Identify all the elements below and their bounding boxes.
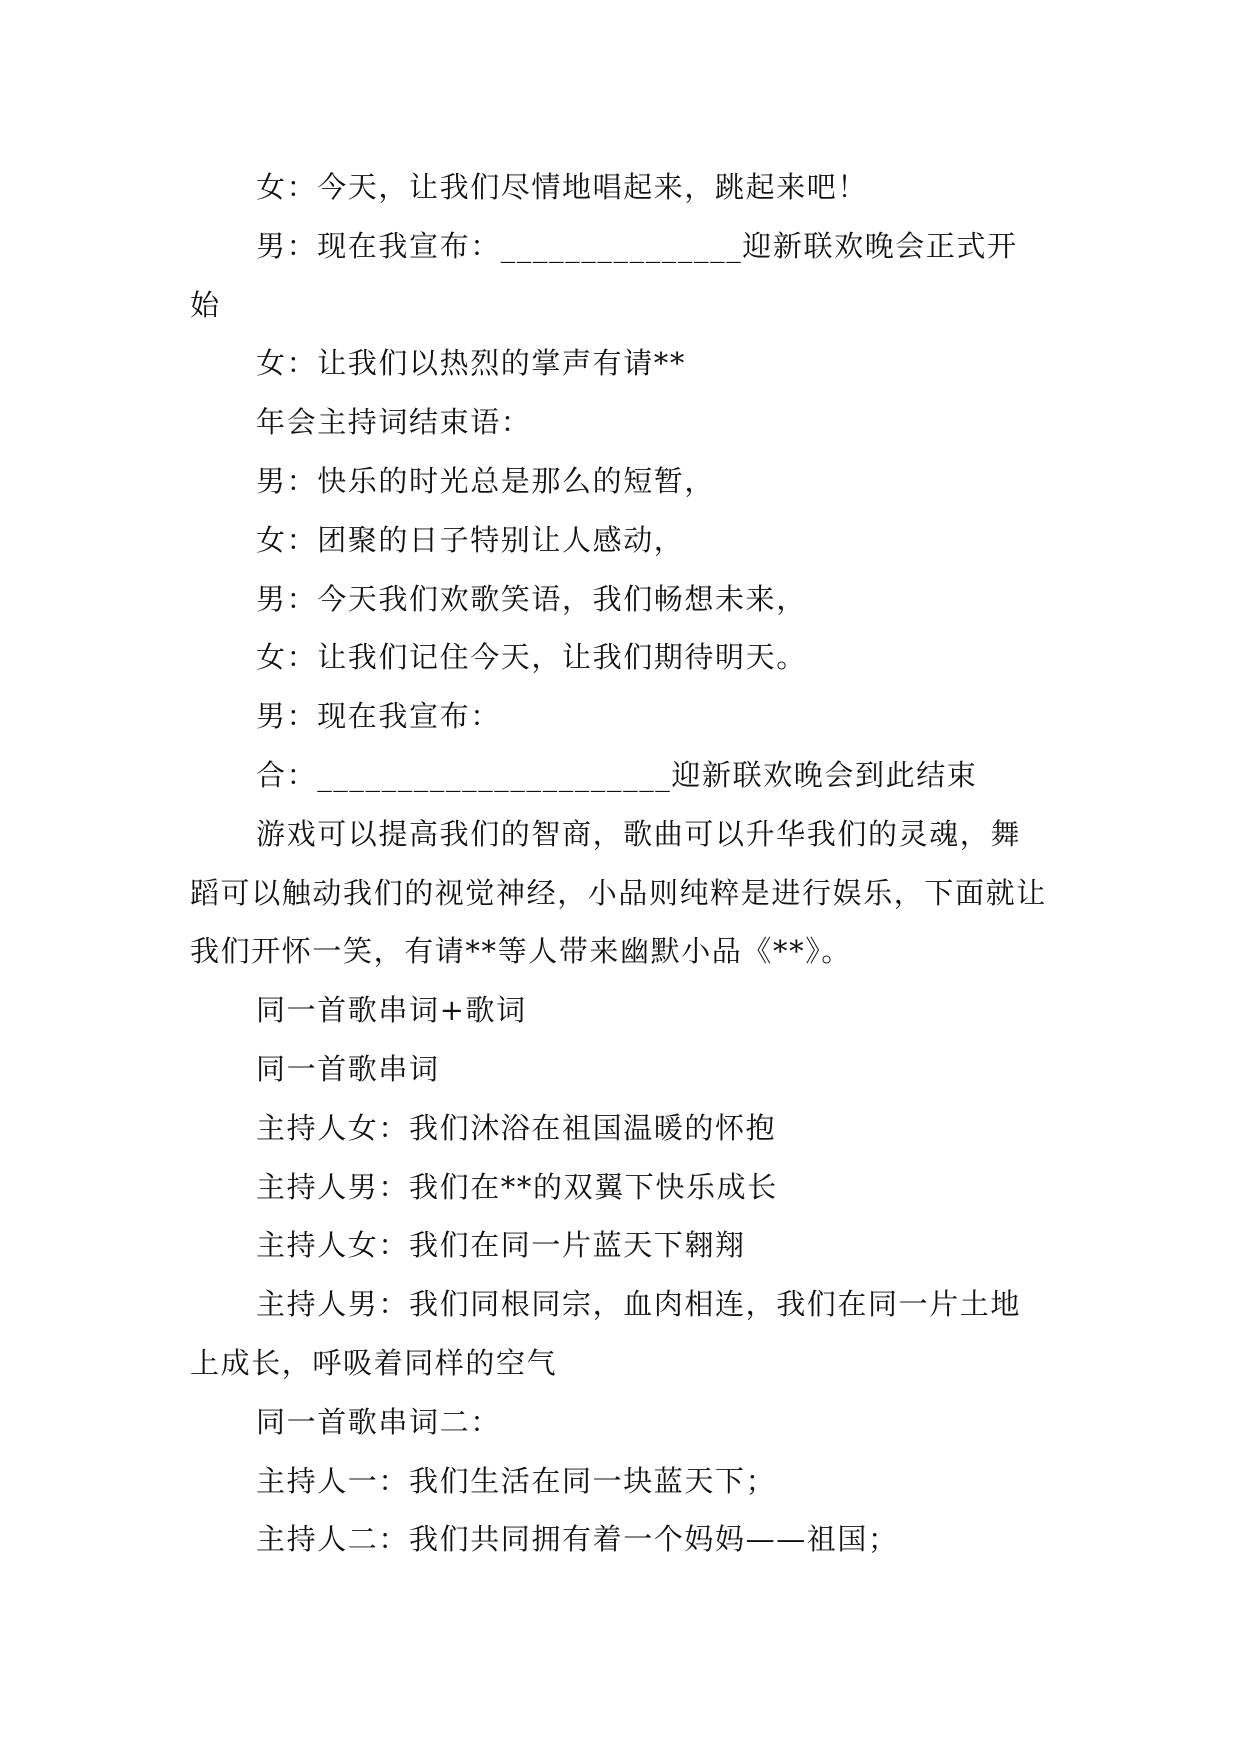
paragraph: 合：______________________迎新联欢晚会到此结束 [256, 757, 978, 792]
paragraph: 女：团聚的日子特别让人感动， [256, 522, 685, 557]
section-heading: 同一首歌串词+歌词 [256, 993, 527, 1028]
paragraph: 男：现在我宣布： [256, 699, 501, 734]
paragraph: 主持人女：我们在同一片蓝天下翱翔 [256, 1228, 746, 1263]
paragraph: 男：快乐的时光总是那么的短暂， [256, 463, 716, 498]
paragraph: 主持人二：我们共同拥有着一个妈妈——祖国； [256, 1522, 899, 1557]
paragraph: 主持人女：我们沐浴在祖国温暖的怀抱 [256, 1110, 777, 1145]
paragraph: 主持人男：我们在**的双翼下快乐成长 [256, 1169, 778, 1204]
document-body [190, 158, 1048, 1569]
paragraph: 女：让我们以热烈的掌声有请** [256, 346, 687, 381]
section-heading: 年会主持词结束语： [256, 405, 532, 440]
section-heading: 同一首歌串词二： [256, 1404, 501, 1439]
section-heading: 同一首歌串词 [256, 1051, 440, 1086]
paragraph: 男：今天我们欢歌笑语，我们畅想未来， [256, 581, 807, 616]
paragraph: 主持人男：我们同根同宗，血肉相连，我们在同一片土地上成长，呼吸着同样的空气 [190, 1287, 1022, 1380]
paragraph: 男：现在我宣布：_______________迎新联欢晚会正式开始 [190, 228, 1018, 322]
paragraph: 女：让我们记住今天，让我们期待明天。 [256, 640, 807, 675]
paragraph: 游戏可以提高我们的智商，歌曲可以升华我们的灵魂，舞蹈可以触动我们的视觉神经，小品则纯粹是进行娱乐，下面就让我们开怀一笑，有请**等人带来幽默小品《**》。 [190, 816, 1047, 969]
paragraph: 主持人一：我们生活在同一块蓝天下； [256, 1463, 777, 1498]
paragraph: 女：今天，让我们尽情地唱起来，跳起来吧！ [256, 170, 869, 204]
